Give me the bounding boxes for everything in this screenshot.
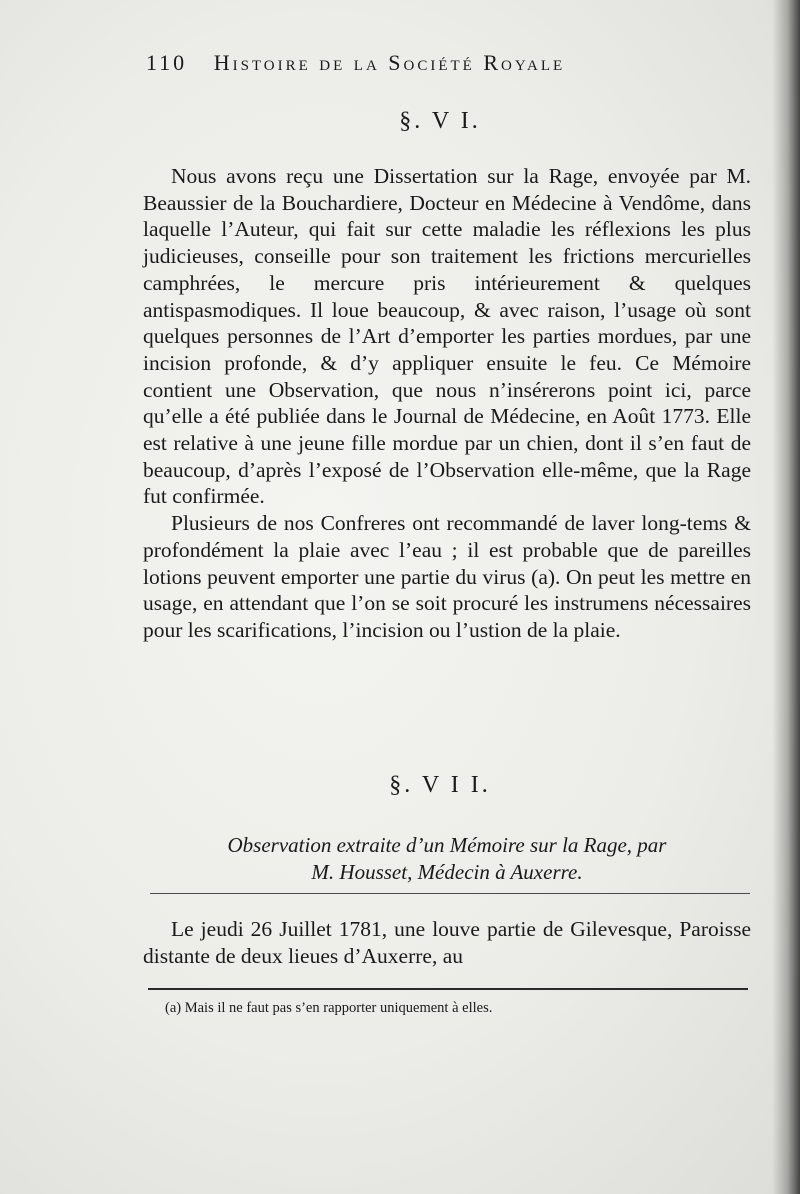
subtitle-line-1: Observation extraite d’un Mémoire sur la Rage, par (227, 833, 667, 857)
paragraph: Plusieurs de nos Confreres ont recommandé de laver long-tems & profondément la plaie avec l’eau ; il est probable que de pareilles lotions peuvent emporter une partie du virus (a). On peut les mettre en usage, en attendant que l’on se soit procuré les instrumens nécessaires pour les scarifications, l’incision ou l’ustion de la plaie. (143, 511, 751, 642)
running-title: Histoire de la Société Royale (213, 50, 566, 75)
section-heading-7: §. V I I. (389, 772, 491, 798)
section-divider (150, 893, 750, 894)
observation-subtitle (143, 832, 751, 886)
subtitle-line-2: M. Housset, Médecin à Auxerre. (311, 860, 583, 884)
running-header (146, 50, 706, 76)
page-spine-shadow (772, 0, 800, 1194)
paragraph: Le jeudi 26 Juillet 1781, une louve partie de Gilevesque, Paroisse distante de deux lieues d’Auxerre, au (143, 917, 751, 968)
page-number: 110 (146, 50, 188, 75)
section-7-body (143, 916, 751, 969)
paragraph: Nous avons reçu une Dissertation sur la Rage, envoyée par M. Beaussier de la Bouchardiere, Docteur en Médecine à Vendôme, dans laquelle l’Auteur, qui fait sur cette maladie les réflexions les plus judicieuses, conseille pour son traitement les frictions mercurielles camphrées, le mercure pris intérieurement & quelques antispasmodiques. Il loue beaucoup, & avec raison, l’usage où sont quelques personnes de l’Art d’emporter les parties mordues, par une incision profonde, & d’y appliquer ensuite le feu. Ce Mémoire contient une Observation, que nous n’insérerons point ici, parce qu’elle a été publiée dans le Journal de Médecine, en Août 1773. Elle est relative à une jeune fille mordue par un chien, dont il s’en faut de beaucoup, d’après l’exposé de l’Observation elle-même, que la Rage fut confirmée. (143, 164, 751, 509)
footnote-rule (148, 988, 748, 990)
footnote: (a) Mais il ne faut pas s’en rapporter uniquement à elles. (165, 1000, 493, 1016)
section-heading-6: §. V I. (399, 108, 481, 134)
section-6-body (143, 163, 751, 644)
